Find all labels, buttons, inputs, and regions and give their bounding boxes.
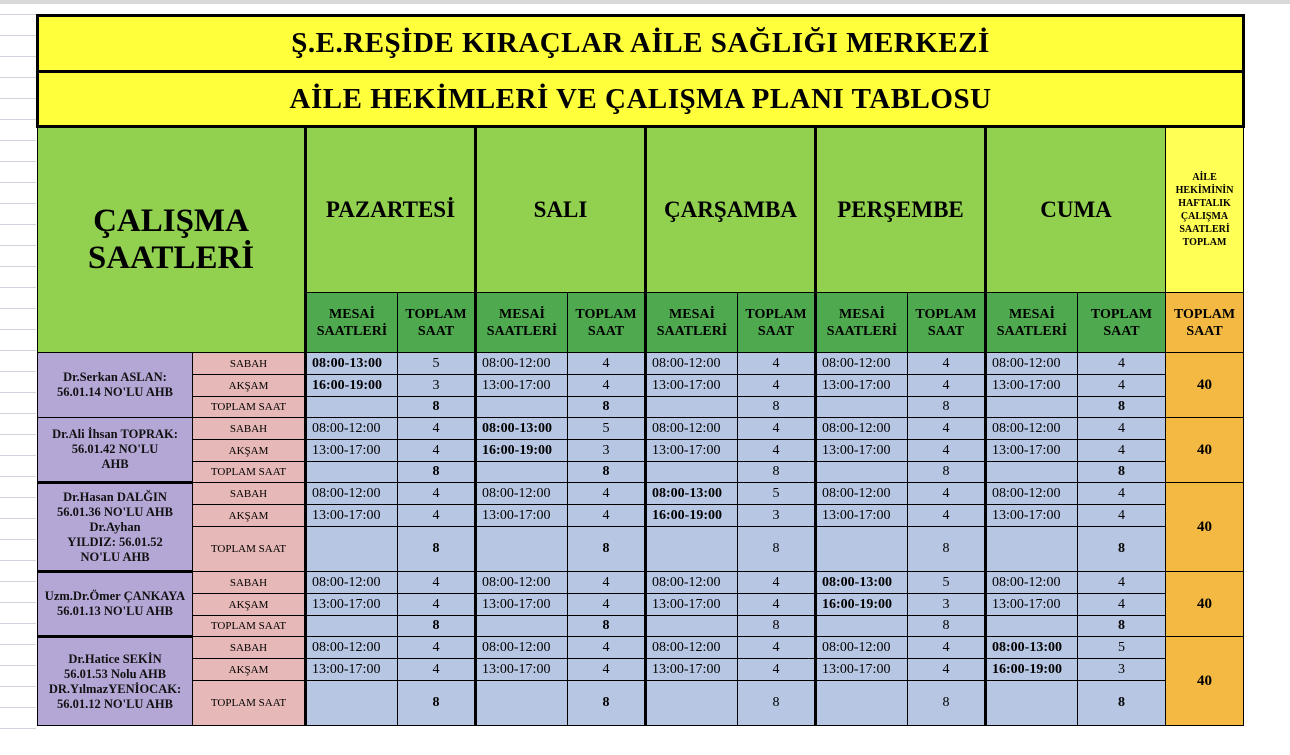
time-cell	[476, 527, 568, 572]
sub-header-line: MESAİ	[1009, 306, 1055, 322]
time-cell: 13:00-17:00	[646, 659, 738, 681]
weekly-header-line: HEKİMİNİN	[1175, 185, 1234, 196]
hours-cell: 4	[908, 637, 986, 659]
hours-cell: 8	[398, 462, 476, 483]
hours-cell: 8	[908, 681, 986, 726]
mesai-saatleri-header-cuma	[986, 293, 1078, 353]
time-cell	[816, 397, 908, 418]
hours-cell: 3	[738, 505, 816, 527]
hours-cell: 4	[738, 353, 816, 375]
doctor-5-sabah-row	[38, 637, 1244, 659]
hours-cell: 4	[738, 594, 816, 616]
doctor-name-line: 56.01.36 NO'LU AHB	[57, 504, 173, 519]
sub-header-line: TOPLAM	[745, 306, 807, 322]
time-cell: 08:00-13:00	[986, 637, 1078, 659]
time-cell	[476, 462, 568, 483]
weekly-total-cell: 40	[1166, 572, 1244, 637]
weekly-total-cell: 40	[1166, 637, 1244, 726]
hours-cell: 4	[1078, 440, 1166, 462]
doctor-name-line: 56.01.13 NO'LU AHB	[57, 604, 173, 618]
sub-header-line: TOPLAM	[1090, 306, 1153, 322]
time-cell	[476, 397, 568, 418]
time-cell: 08:00-12:00	[816, 637, 908, 659]
shift-label-aksam: AKŞAM	[193, 375, 306, 397]
hours-cell: 8	[738, 462, 816, 483]
sub-header-line: SAATLERİ	[656, 323, 728, 339]
sub-header-line: SAAT	[757, 323, 795, 339]
doctor-name-line: 56.01.12 NO'LU AHB	[57, 696, 173, 711]
time-cell: 16:00-19:00	[646, 505, 738, 527]
time-cell: 13:00-17:00	[816, 505, 908, 527]
sub-header-line: MESAİ	[499, 306, 545, 322]
time-cell	[816, 681, 908, 726]
time-cell: 08:00-12:00	[476, 483, 568, 505]
time-cell: 08:00-12:00	[986, 418, 1078, 440]
hours-cell: 4	[908, 483, 986, 505]
time-cell	[476, 681, 568, 726]
time-cell: 08:00-13:00	[476, 418, 568, 440]
hours-cell: 8	[568, 681, 646, 726]
doctor-name-cell	[38, 418, 193, 483]
hours-cell: 8	[1078, 681, 1166, 726]
hours-cell: 4	[568, 483, 646, 505]
sub-header-line: TOPLAM	[405, 306, 467, 322]
doctor-name-line: YILDIZ: 56.01.52	[67, 534, 163, 549]
sub-header-line: SAAT	[1186, 323, 1223, 339]
hours-cell: 5	[908, 572, 986, 594]
hours-cell: 4	[1078, 572, 1166, 594]
shift-label-aksam: AKŞAM	[193, 594, 306, 616]
day-header-persembe: PERŞEMBE	[816, 127, 986, 293]
time-cell	[476, 616, 568, 637]
schedule-table	[36, 14, 1245, 726]
day-header-cuma: CUMA	[986, 127, 1166, 293]
day-header-sali: SALI	[476, 127, 646, 293]
doctor-3-aksam-row	[38, 505, 1244, 527]
time-cell	[306, 397, 398, 418]
day-header-pazartesi: PAZARTESİ	[306, 127, 476, 293]
doctor-4-sabah-row	[38, 572, 1244, 594]
hours-cell: 8	[1078, 527, 1166, 572]
hours-cell: 5	[398, 353, 476, 375]
time-cell: 13:00-17:00	[816, 659, 908, 681]
time-cell	[306, 527, 398, 572]
hours-cell: 8	[738, 527, 816, 572]
time-cell: 13:00-17:00	[476, 375, 568, 397]
time-cell: 08:00-12:00	[986, 353, 1078, 375]
hours-cell: 5	[568, 418, 646, 440]
time-cell: 08:00-12:00	[816, 483, 908, 505]
weekly-header-line: HAFTALIK	[1178, 198, 1231, 209]
hours-cell: 8	[908, 527, 986, 572]
doctor-name-cell	[38, 637, 193, 726]
time-cell: 16:00-19:00	[986, 659, 1078, 681]
time-cell	[816, 462, 908, 483]
doctor-1-toplam-row	[38, 397, 1244, 418]
mesai-saatleri-header-sali	[476, 293, 568, 353]
time-cell	[646, 462, 738, 483]
time-cell: 13:00-17:00	[816, 375, 908, 397]
hours-cell: 4	[1078, 594, 1166, 616]
sub-header-line: MESAİ	[329, 306, 375, 322]
hours-cell: 4	[1078, 418, 1166, 440]
shift-label-sabah: SABAH	[193, 353, 306, 375]
center-title: Ş.E.REŞİDE KIRAÇLAR AİLE SAĞLIĞI MERKEZİ	[38, 16, 1244, 72]
mesai-saatleri-header-carsamba	[646, 293, 738, 353]
hours-cell: 4	[398, 637, 476, 659]
time-cell: 16:00-19:00	[816, 594, 908, 616]
spreadsheet-gridlines	[0, 14, 36, 734]
hours-cell: 4	[1078, 505, 1166, 527]
time-cell: 08:00-12:00	[476, 572, 568, 594]
hours-cell: 4	[398, 505, 476, 527]
doctor-2-sabah-row	[38, 418, 1244, 440]
hours-cell: 4	[738, 572, 816, 594]
hours-cell: 8	[398, 616, 476, 637]
doctor-name-line: AHB	[101, 457, 129, 471]
hours-cell: 5	[1078, 637, 1166, 659]
shift-label-toplam: TOPLAM SAAT	[193, 462, 306, 483]
doctor-2-toplam-row	[38, 462, 1244, 483]
mesai-saatleri-header-persembe	[816, 293, 908, 353]
hours-cell: 4	[908, 353, 986, 375]
hours-cell: 8	[908, 462, 986, 483]
time-cell	[986, 681, 1078, 726]
table-title: AİLE HEKİMLERİ VE ÇALIŞMA PLANI TABLOSU	[38, 72, 1244, 127]
time-cell: 13:00-17:00	[476, 659, 568, 681]
hours-cell: 4	[398, 418, 476, 440]
hours-cell: 8	[398, 527, 476, 572]
time-cell: 08:00-12:00	[306, 418, 398, 440]
doctor-name-line: 56.01.53 Nolu AHB	[63, 666, 167, 681]
time-cell	[306, 462, 398, 483]
sub-header-line: MESAİ	[669, 306, 715, 322]
doctor-name-line: Dr.Hasan DALĞIN	[63, 489, 167, 504]
hours-cell: 3	[568, 440, 646, 462]
time-cell: 08:00-12:00	[306, 572, 398, 594]
time-cell: 13:00-17:00	[986, 440, 1078, 462]
time-cell	[646, 527, 738, 572]
sub-header-line: SAATLERİ	[486, 323, 558, 339]
time-cell	[816, 527, 908, 572]
hours-cell: 4	[398, 483, 476, 505]
time-cell: 13:00-17:00	[306, 505, 398, 527]
time-cell	[986, 397, 1078, 418]
shift-label-sabah: SABAH	[193, 418, 306, 440]
doctor-1-aksam-row	[38, 375, 1244, 397]
time-cell: 13:00-17:00	[646, 375, 738, 397]
doctor-2-aksam-row	[38, 440, 1244, 462]
doctor-name-line: NO'LU AHB	[80, 549, 150, 564]
doctor-name-line: 56.01.42 NO'LU	[71, 442, 159, 456]
time-cell	[646, 616, 738, 637]
time-cell: 08:00-12:00	[646, 353, 738, 375]
weekly-header-line: SAATLERİ	[1179, 224, 1230, 235]
sub-header-line: SAATLERİ	[826, 323, 898, 339]
hours-cell: 8	[1078, 397, 1166, 418]
toplam-saat-header-sali	[568, 293, 646, 353]
hours-cell: 4	[738, 440, 816, 462]
time-cell: 13:00-17:00	[986, 505, 1078, 527]
hours-cell: 4	[1078, 353, 1166, 375]
time-cell	[816, 616, 908, 637]
hours-cell: 4	[398, 594, 476, 616]
window-top-border	[0, 0, 1290, 4]
calisma-line1: ÇALIŞMA	[93, 203, 249, 239]
doctor-name-line: Dr.Serkan ASLAN:	[63, 370, 167, 384]
calisma-line2: SAATLERİ	[87, 240, 255, 276]
doctor-4-toplam-row	[38, 616, 1244, 637]
hours-cell: 8	[398, 681, 476, 726]
time-cell: 08:00-12:00	[646, 572, 738, 594]
sub-header-line: TOPLAM	[575, 306, 637, 322]
time-cell: 13:00-17:00	[986, 594, 1078, 616]
shift-label-aksam: AKŞAM	[193, 659, 306, 681]
hours-cell: 4	[908, 418, 986, 440]
time-cell: 13:00-17:00	[306, 440, 398, 462]
hours-cell: 8	[908, 397, 986, 418]
time-cell: 13:00-17:00	[646, 594, 738, 616]
shift-label-sabah: SABAH	[193, 572, 306, 594]
hours-cell: 4	[908, 440, 986, 462]
day-header-carsamba: ÇARŞAMBA	[646, 127, 816, 293]
toplam-saat-header-pazartesi	[398, 293, 476, 353]
time-cell	[646, 681, 738, 726]
weekly-header-line: TOPLAM	[1182, 237, 1227, 248]
doctor-5-aksam-row	[38, 659, 1244, 681]
weekly-toplam-saat-header	[1166, 293, 1244, 353]
time-cell: 08:00-12:00	[646, 637, 738, 659]
sub-header-line: SAAT	[587, 323, 625, 339]
hours-cell: 8	[908, 616, 986, 637]
time-cell: 08:00-12:00	[816, 418, 908, 440]
hours-cell: 8	[568, 397, 646, 418]
hours-cell: 4	[398, 440, 476, 462]
hours-cell: 3	[1078, 659, 1166, 681]
hours-cell: 4	[908, 375, 986, 397]
shift-label-toplam: TOPLAM SAAT	[193, 527, 306, 572]
hours-cell: 4	[568, 505, 646, 527]
time-cell: 13:00-17:00	[646, 440, 738, 462]
sub-header-line: SAAT	[417, 323, 455, 339]
time-cell: 08:00-12:00	[816, 353, 908, 375]
hours-cell: 8	[398, 397, 476, 418]
doctor-4-aksam-row	[38, 594, 1244, 616]
weekly-header-line: AİLE	[1192, 172, 1217, 183]
hours-cell: 4	[568, 594, 646, 616]
time-cell: 16:00-19:00	[306, 375, 398, 397]
toplam-saat-header-cuma	[1078, 293, 1166, 353]
toplam-saat-header-carsamba	[738, 293, 816, 353]
hours-cell: 4	[398, 572, 476, 594]
doctor-name-cell	[38, 572, 193, 637]
doctor-name-line: Dr.Hatice SEKİN	[68, 651, 162, 666]
doctor-name-line: Dr.Ayhan	[89, 519, 141, 534]
time-cell: 16:00-19:00	[476, 440, 568, 462]
time-cell: 08:00-13:00	[306, 353, 398, 375]
weekly-total-cell: 40	[1166, 483, 1244, 572]
shift-label-aksam: AKŞAM	[193, 440, 306, 462]
time-cell: 08:00-12:00	[306, 483, 398, 505]
hours-cell: 8	[738, 616, 816, 637]
hours-cell: 8	[568, 462, 646, 483]
hours-cell: 4	[738, 637, 816, 659]
doctor-5-toplam-row	[38, 681, 1244, 726]
sub-header-line: TOPLAM	[1173, 306, 1236, 322]
sub-header-line: SAATLERİ	[996, 323, 1068, 339]
hours-cell: 4	[908, 505, 986, 527]
hours-cell: 4	[908, 659, 986, 681]
hours-cell: 3	[908, 594, 986, 616]
time-cell: 13:00-17:00	[306, 659, 398, 681]
time-cell	[306, 616, 398, 637]
hours-cell: 4	[568, 659, 646, 681]
hours-cell: 8	[568, 527, 646, 572]
calisma-saatleri-header	[38, 127, 306, 353]
hours-cell: 4	[1078, 375, 1166, 397]
shift-label-sabah: SABAH	[193, 637, 306, 659]
weekly-total-header	[1166, 127, 1244, 293]
shift-label-toplam: TOPLAM SAAT	[193, 681, 306, 726]
time-cell: 13:00-17:00	[816, 440, 908, 462]
time-cell	[306, 681, 398, 726]
doctor-name-cell	[38, 483, 193, 572]
doctor-name-line: DR.YılmazYENİOCAK:	[48, 681, 182, 696]
time-cell	[986, 527, 1078, 572]
hours-cell: 4	[738, 375, 816, 397]
doctor-3-sabah-row	[38, 483, 1244, 505]
hours-cell: 8	[738, 681, 816, 726]
doctor-name-line: 56.01.14 NO'LU AHB	[57, 385, 173, 399]
doctor-name-line: Uzm.Dr.Ömer ÇANKAYA	[44, 589, 186, 603]
sub-header-line: TOPLAM	[915, 306, 977, 322]
sub-header-line: MESAİ	[839, 306, 885, 322]
time-cell: 08:00-12:00	[476, 637, 568, 659]
weekly-total-cell: 40	[1166, 418, 1244, 483]
time-cell: 08:00-12:00	[986, 483, 1078, 505]
doctor-1-sabah-row	[38, 353, 1244, 375]
mesai-saatleri-header-pazartesi	[306, 293, 398, 353]
sub-header-line: SAATLERİ	[316, 323, 388, 339]
time-cell	[646, 397, 738, 418]
schedule-sheet	[36, 14, 1242, 720]
time-cell: 08:00-12:00	[986, 572, 1078, 594]
hours-cell: 4	[568, 637, 646, 659]
time-cell	[986, 616, 1078, 637]
hours-cell: 4	[568, 572, 646, 594]
shift-label-toplam: TOPLAM SAAT	[193, 397, 306, 418]
sub-header-line: SAAT	[1103, 323, 1140, 339]
hours-cell: 4	[568, 375, 646, 397]
time-cell: 13:00-17:00	[986, 375, 1078, 397]
hours-cell: 8	[1078, 462, 1166, 483]
shift-label-aksam: AKŞAM	[193, 505, 306, 527]
doctor-name-cell	[38, 353, 193, 418]
hours-cell: 4	[738, 659, 816, 681]
hours-cell: 4	[398, 659, 476, 681]
hours-cell: 8	[738, 397, 816, 418]
time-cell: 08:00-12:00	[306, 637, 398, 659]
time-cell	[986, 462, 1078, 483]
time-cell: 08:00-13:00	[646, 483, 738, 505]
hours-cell: 3	[398, 375, 476, 397]
hours-cell: 8	[568, 616, 646, 637]
toplam-saat-header-persembe	[908, 293, 986, 353]
doctor-3-toplam-row	[38, 527, 1244, 572]
time-cell: 13:00-17:00	[476, 594, 568, 616]
hours-cell: 5	[738, 483, 816, 505]
weekly-header-line: ÇALIŞMA	[1180, 211, 1229, 222]
time-cell: 08:00-13:00	[816, 572, 908, 594]
sub-header-line: SAAT	[927, 323, 965, 339]
hours-cell: 4	[568, 353, 646, 375]
time-cell: 13:00-17:00	[306, 594, 398, 616]
time-cell: 13:00-17:00	[476, 505, 568, 527]
time-cell: 08:00-12:00	[476, 353, 568, 375]
hours-cell: 8	[1078, 616, 1166, 637]
hours-cell: 4	[738, 418, 816, 440]
doctor-name-line: Dr.Ali İhsan TOPRAK:	[52, 427, 178, 441]
time-cell: 08:00-12:00	[646, 418, 738, 440]
hours-cell: 4	[1078, 483, 1166, 505]
weekly-total-cell: 40	[1166, 353, 1244, 418]
shift-label-toplam: TOPLAM SAAT	[193, 616, 306, 637]
shift-label-sabah: SABAH	[193, 483, 306, 505]
